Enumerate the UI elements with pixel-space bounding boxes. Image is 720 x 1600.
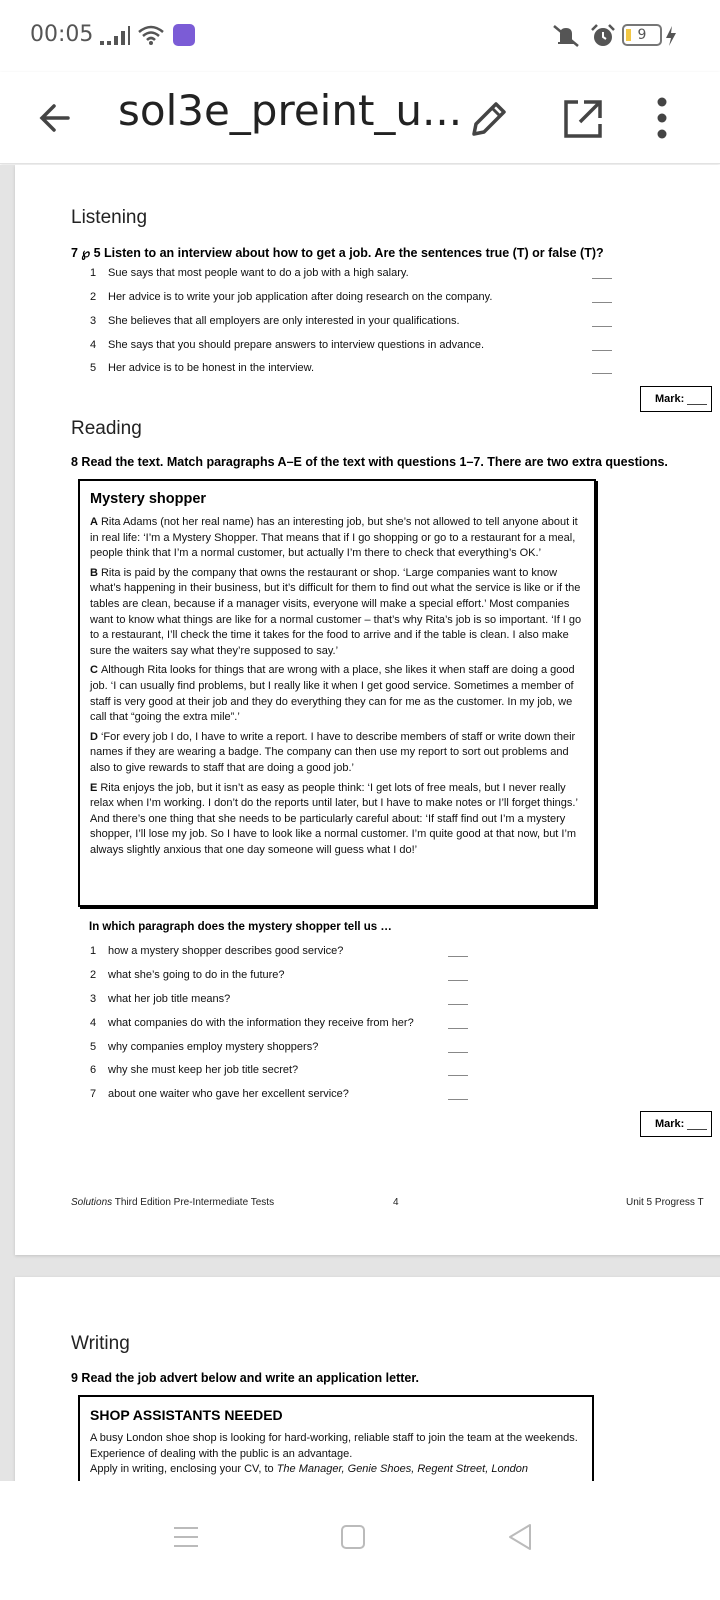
list-item: 3 She believes that all employers are only interested in your qualifications. bbox=[90, 315, 460, 327]
section-heading-listening: Listening bbox=[71, 207, 148, 228]
question-7: 7 ℘ 5 Listen to an interview about how to get a job. Are the sentences true (T) or false (T)? bbox=[71, 246, 604, 260]
answer-blank bbox=[592, 373, 612, 374]
status-time: 00:05 bbox=[30, 22, 94, 47]
job-advert-box bbox=[78, 1395, 594, 1481]
viber-icon bbox=[173, 24, 195, 46]
list-item: 3 what her job title means? bbox=[90, 993, 231, 1005]
reading-text-box bbox=[78, 479, 596, 907]
advert-apply-text: Apply in writing, enclosing your CV, to The Manager, Genie Shoes, Regent Street, London bbox=[90, 1463, 529, 1476]
answer-blank bbox=[448, 1028, 468, 1029]
edit-pencil-icon[interactable] bbox=[462, 90, 512, 146]
list-item: 2 what she’s going to do in the future? bbox=[90, 969, 285, 981]
list-item: 2 Her advice is to write your job application after doing research on the company. bbox=[90, 291, 493, 303]
back-icon[interactable] bbox=[500, 1519, 540, 1555]
mark-box: Mark: bbox=[640, 386, 712, 412]
answer-blank bbox=[448, 1075, 468, 1076]
list-item: 4 She says that you should prepare answers to interview questions in advance. bbox=[90, 339, 485, 351]
app-bar bbox=[0, 72, 720, 164]
sub-question: In which paragraph does the mystery shopper tell us … bbox=[89, 921, 392, 933]
question-8: 8 Read the text. Match paragraphs A–E of the text with questions 1–7. There are two extra questions. bbox=[71, 455, 668, 469]
more-vert-icon[interactable] bbox=[640, 90, 684, 146]
answer-blank bbox=[448, 1052, 468, 1053]
reading-text-title: Mystery shopper bbox=[90, 491, 207, 507]
paragraph-e: E Rita enjoys the job, but it isn’t as easy as people think: ‘I get lots of free meals, but I never really relax when I’m working. I don’t do the reports until later, but I have to make notes or I’ll forget things.’ And there’s one thing that she needs to be particularly careful about: ‘If staff find out I’m a mystery shopper, I’ll lose my job. So I have to look like a normal customer. I’m quite good at that now, but I’m always slightly anxious that one day someone will guess what I do!’ bbox=[90, 781, 578, 856]
list-item: 1 Sue says that most people want to do a job with a high salary. bbox=[90, 267, 409, 279]
mark-box: Mark: bbox=[640, 1111, 712, 1137]
list-item: 6 why she must keep her job title secret? bbox=[90, 1064, 299, 1076]
document-title: sol3e_preint_u... bbox=[118, 86, 463, 135]
paragraph-b: B Rita is paid by the company that owns the restaurant or shop. ‘Large companies want to know what’s happening in their business, but it’s difficult for them to find out what the service is like or if the tables are clean, because if a manager visits, everyone will make a special effort.’ Most companies want to know what things are like for a normal customer – that’s why Rita’s job is so important. ‘If I go to a restaurant, I’ll check the time it takes for the food to arrive and if the table is clean. I also make sure the waiters say what they’re supposed to say.’ bbox=[90, 566, 582, 657]
answer-blank bbox=[448, 980, 468, 981]
status-bar bbox=[0, 0, 720, 72]
section-heading-writing: Writing bbox=[71, 1333, 130, 1354]
recent-apps-icon[interactable] bbox=[166, 1519, 206, 1555]
paragraph-a: A Rita Adams (not her real name) has an interesting job, but she’s not allowed to tell anyone about it in real life: ‘I’m a Mystery Shopper. That means that if I go shopping or go to a restaurant for a meal, people think that I’m a normal customer, but actually I’m there to check that everything’s OK.’ bbox=[90, 516, 578, 560]
answer-blank bbox=[448, 1004, 468, 1005]
advert-title: SHOP ASSISTANTS NEEDED bbox=[90, 1407, 283, 1423]
document-page bbox=[15, 165, 720, 1255]
open-external-icon[interactable] bbox=[556, 90, 606, 146]
document-page bbox=[15, 1277, 720, 1481]
wifi-icon bbox=[138, 24, 164, 46]
paragraph-d: D ‘For every job I do, I have to write a report. I have to describe members of staff or write down their names if they are wearing a badge. The company can then use my report to sort out problems and also to give rewards to staff that are doing a good job.’ bbox=[90, 730, 576, 774]
answer-blank bbox=[592, 278, 612, 279]
home-icon[interactable] bbox=[333, 1519, 373, 1555]
paragraph-c: C Although Rita looks for things that are wrong with a place, she likes it when staff are doing a good job. ‘I can usually find problems, but I really like it when I get good service. Sometimes a member of staff is very good at their job and they do everything they can for me as the customer. In my job, we call that “going the extra mile”.’ bbox=[90, 664, 575, 724]
section-heading-reading: Reading bbox=[71, 418, 142, 439]
list-item: 5 Her advice is to be honest in the interview. bbox=[90, 362, 315, 374]
answer-blank bbox=[592, 326, 612, 327]
answer-blank bbox=[448, 1099, 468, 1100]
answer-blank bbox=[592, 302, 612, 303]
document-viewer[interactable] bbox=[0, 165, 720, 1481]
answer-blank bbox=[592, 350, 612, 351]
list-item: 5 why companies employ mystery shoppers? bbox=[90, 1041, 319, 1053]
footer-book-title: Solutions Third Edition Pre-Intermediate Tests bbox=[71, 1197, 275, 1208]
signal-icon bbox=[100, 26, 130, 46]
mute-icon bbox=[550, 24, 582, 48]
footer-page-number: 4 bbox=[393, 1197, 399, 1208]
charging-icon bbox=[664, 24, 678, 48]
list-item: 4 what companies do with the information they receive from her? bbox=[90, 1017, 414, 1029]
navigation-bar bbox=[0, 1481, 720, 1600]
alarm-icon bbox=[590, 24, 616, 48]
list-item: 7 about one waiter who gave her excellent service? bbox=[90, 1088, 349, 1100]
footer-unit: Unit 5 Progress T bbox=[626, 1197, 704, 1208]
advert-text: A busy London shoe shop is looking for hard-working, reliable staff to join the team at the weekends. Experience of dealing with the public is an advantage. bbox=[90, 1432, 578, 1460]
battery-indicator: 9 bbox=[622, 24, 662, 46]
list-item: 1 how a mystery shopper describes good service? bbox=[90, 945, 344, 957]
back-arrow-icon[interactable] bbox=[30, 90, 86, 146]
question-9: 9 Read the job advert below and write an application letter. bbox=[71, 1371, 419, 1385]
answer-blank bbox=[448, 956, 468, 957]
